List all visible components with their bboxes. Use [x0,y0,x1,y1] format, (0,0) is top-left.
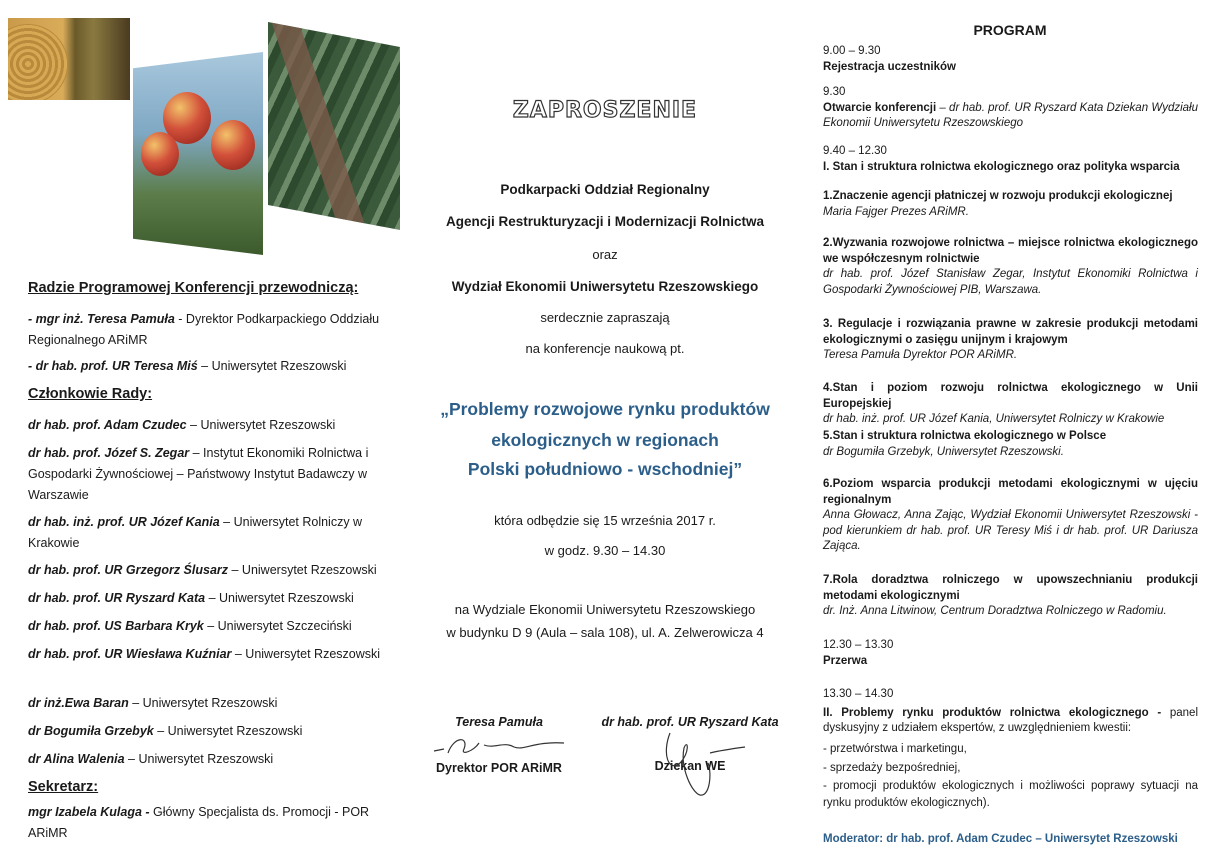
conference-title: „Problemy rozwojowe rynku produktów [440,399,770,419]
handwritten-signature-icon [640,723,760,801]
member-entry: dr hab. prof. Adam Czudec – Uniwersytet Rzeszowski [28,418,336,432]
hay-bale-photo [8,18,130,100]
conference-title: ekologicznych w regionach [491,430,719,450]
signatory-role: Dziekan WE [654,759,726,773]
program-heading: PROGRAM [973,22,1047,38]
organizer-line: Podkarpacki Oddział Regionalny [500,182,710,197]
program-talk: 7.Rola doradztwa rolniczego w upowszechnianiu produkcji metodami ekologicznymi dr. Inż. Anna Litwinow, Centrum Doradztwa Rolniczego w Radomiu. [823,574,1198,617]
organizer-line: Wydział Ekonomii Uniwersytetu Rzeszowskiego [451,279,759,294]
left-column [0,0,400,856]
program-talk: 1.Znaczenie agencji płatniczej w rozwoju produkcji ekologicznej Maria Fajger Prezes ARiMR. [823,190,1173,218]
organizer-line: Agencji Restrukturyzacji i Modernizacji Rolnictwa [445,214,765,229]
member-entry: dr hab. prof. UR Ryszard Kata – Uniwersytet Rzeszowski [28,591,354,605]
signature-block-dean [590,715,790,773]
invite-line: serdecznie zapraszają [540,310,670,325]
member-entry: dr hab. inż. prof. UR Józef Kania – Uniwersytet Rolniczy w Krakowie [28,515,363,550]
program-talk: 4.Stan i poziom rozwoju rolnictwa ekologicznego w Unii Europejskiej dr hab. inż. prof. UR Józef Kania, Uniwersytet Rolniczy w Krakowie [823,382,1198,425]
program-talk: 3. Regulacje i rozwiązania prawne w zakresie produkcji metodami ekologicznymi o zasięgu unijnym i krajowym Teresa Pamuła Dyrektor POR ARiMR. [823,318,1198,361]
member-entry: dr Bogumiła Grzebyk – Uniwersytet Rzeszowski [28,724,303,738]
secretary-entry: mgr Izabela Kulaga - Główny Specjalista ds. Promocji - POR ARiMR [28,805,370,840]
handwritten-signature-icon [424,731,574,761]
program-talk: 5.Stan i struktura rolnictwa ekologicznego w Polsce dr Bogumiła Grzebyk, Uniwersytet Rzeszowski. [823,430,1107,458]
program-talk: 2.Wyzwania rozwojowe rolnictwa – miejsce rolnictwa ekologicznego we współczesnym rolnictwie dr hab. prof. Józef Stanisław Zegar, Instytut Ekonomiki Rolnictwa i Gospodarki Żywnościowej PIB, Warszawa. [823,237,1198,296]
program-slot: 9.00 – 9.30 Rejestracja uczestników [823,45,956,73]
invite-line: na konferencje naukową pt. [525,341,685,356]
member-entry: dr hab. prof. UR Grzegorz Ślusarz – Uniwersytet Rzeszowski [28,563,377,577]
chair-entry: - dr hab. prof. UR Teresa Miś – Uniwersytet Rzeszowski [28,359,347,373]
panel-topic: - przetwórstwa i marketingu, [823,742,967,755]
secretary-heading: Sekretarz: [28,779,99,795]
field-photo [268,22,400,230]
invitation-title: ZAPROSZENIE [512,98,698,123]
signatory-name: dr hab. prof. UR Ryszard Kata [601,715,779,729]
program-slot: 9.40 – 12.30 I. Stan i struktura rolnictwa ekologicznego oraz polityka wsparcia [823,145,1180,173]
conference-title: Polski południowo - wschodniej” [467,459,743,479]
program-slot: 9.30 Otwarcie konferencji – dr hab. prof. UR Ryszard Kata Dziekan Wydziału Ekonomii Uniwersytetu Rzeszowskiego [823,86,1198,129]
members-heading: Członkowie Rady: [28,386,153,402]
middle-column [400,0,810,856]
panel-topic: - promocji produktów ekologicznych i możliwości poprawy sytuacji na rynku produktów ekologicznych). [823,779,1198,809]
panel-topic: - sprzedaży bezpośredniej, [823,761,961,774]
program-talk: 6.Poziom wsparcia produkcji metodami ekologicznymi w ujęciu regionalnym Anna Głowacz, Anna Zając, Wydział Ekonomii Uniwersytet Rzeszowski - pod kierunkiem dr hab. prof. UR Teresy Miś i dr hab. prof. UR Dariusza Zająca. [823,478,1198,552]
event-hours: w godz. 9.30 – 14.30 [544,543,666,558]
member-entry: dr hab. prof. US Barbara Kryk – Uniwersytet Szczeciński [28,619,352,633]
program-column [820,0,1200,856]
member-entry: dr hab. prof. UR Wiesława Kuźniar – Uniwersytet Rzeszowski [28,647,381,661]
event-date: która odbędzie się 15 września 2017 r. [494,513,716,528]
conjunction: oraz [592,247,618,262]
member-entry: dr hab. prof. Józef S. Zegar – Instytut Ekonomiki Rolnictwa i Gospodarki Żywnościowej – Państwowy Instytut Badawczy w Warszawie [28,446,369,502]
chair-heading: Radzie Programowej Konferencji przewodniczą: [28,280,359,296]
event-place: w budynku D 9 (Aula – sala 108), ul. A. Zelwerowicza 4 [446,625,764,640]
signatory-role: Dyrektor POR ARiMR [436,761,562,775]
member-entry: dr Alina Walenia – Uniwersytet Rzeszowski [28,752,274,766]
signature-block-director [414,715,584,775]
apples-photo [133,52,263,255]
event-place: na Wydziale Ekonomii Uniwersytetu Rzeszowskiego [454,602,756,617]
chair-entry: - mgr inż. Teresa Pamuła - Dyrektor Podkarpackiego Oddziału Regionalnego ARiMR [28,312,380,347]
program-slot: 12.30 – 13.30 Przerwa [823,639,894,667]
member-entry: dr inż.Ewa Baran – Uniwersytet Rzeszowski [28,696,278,710]
signatory-name: Teresa Pamuła [455,715,543,729]
program-slot: 13.30 – 14.30 II. Problemy rynku produktów rolnictwa ekologicznego - panel dyskusyjny z udziałem ekspertów, z uwzględnieniem kwestii: - przetwórstwa i marketingu, - sprzedaży bezpośredniej, - promocji produktów ekologicznych i możliwości poprawy sytuacji na rynku produktów ekologicznych). [823,687,1198,812]
moderator-line: Moderator: dr hab. prof. Adam Czudec – Uniwersytet Rzeszowski [823,833,1178,845]
